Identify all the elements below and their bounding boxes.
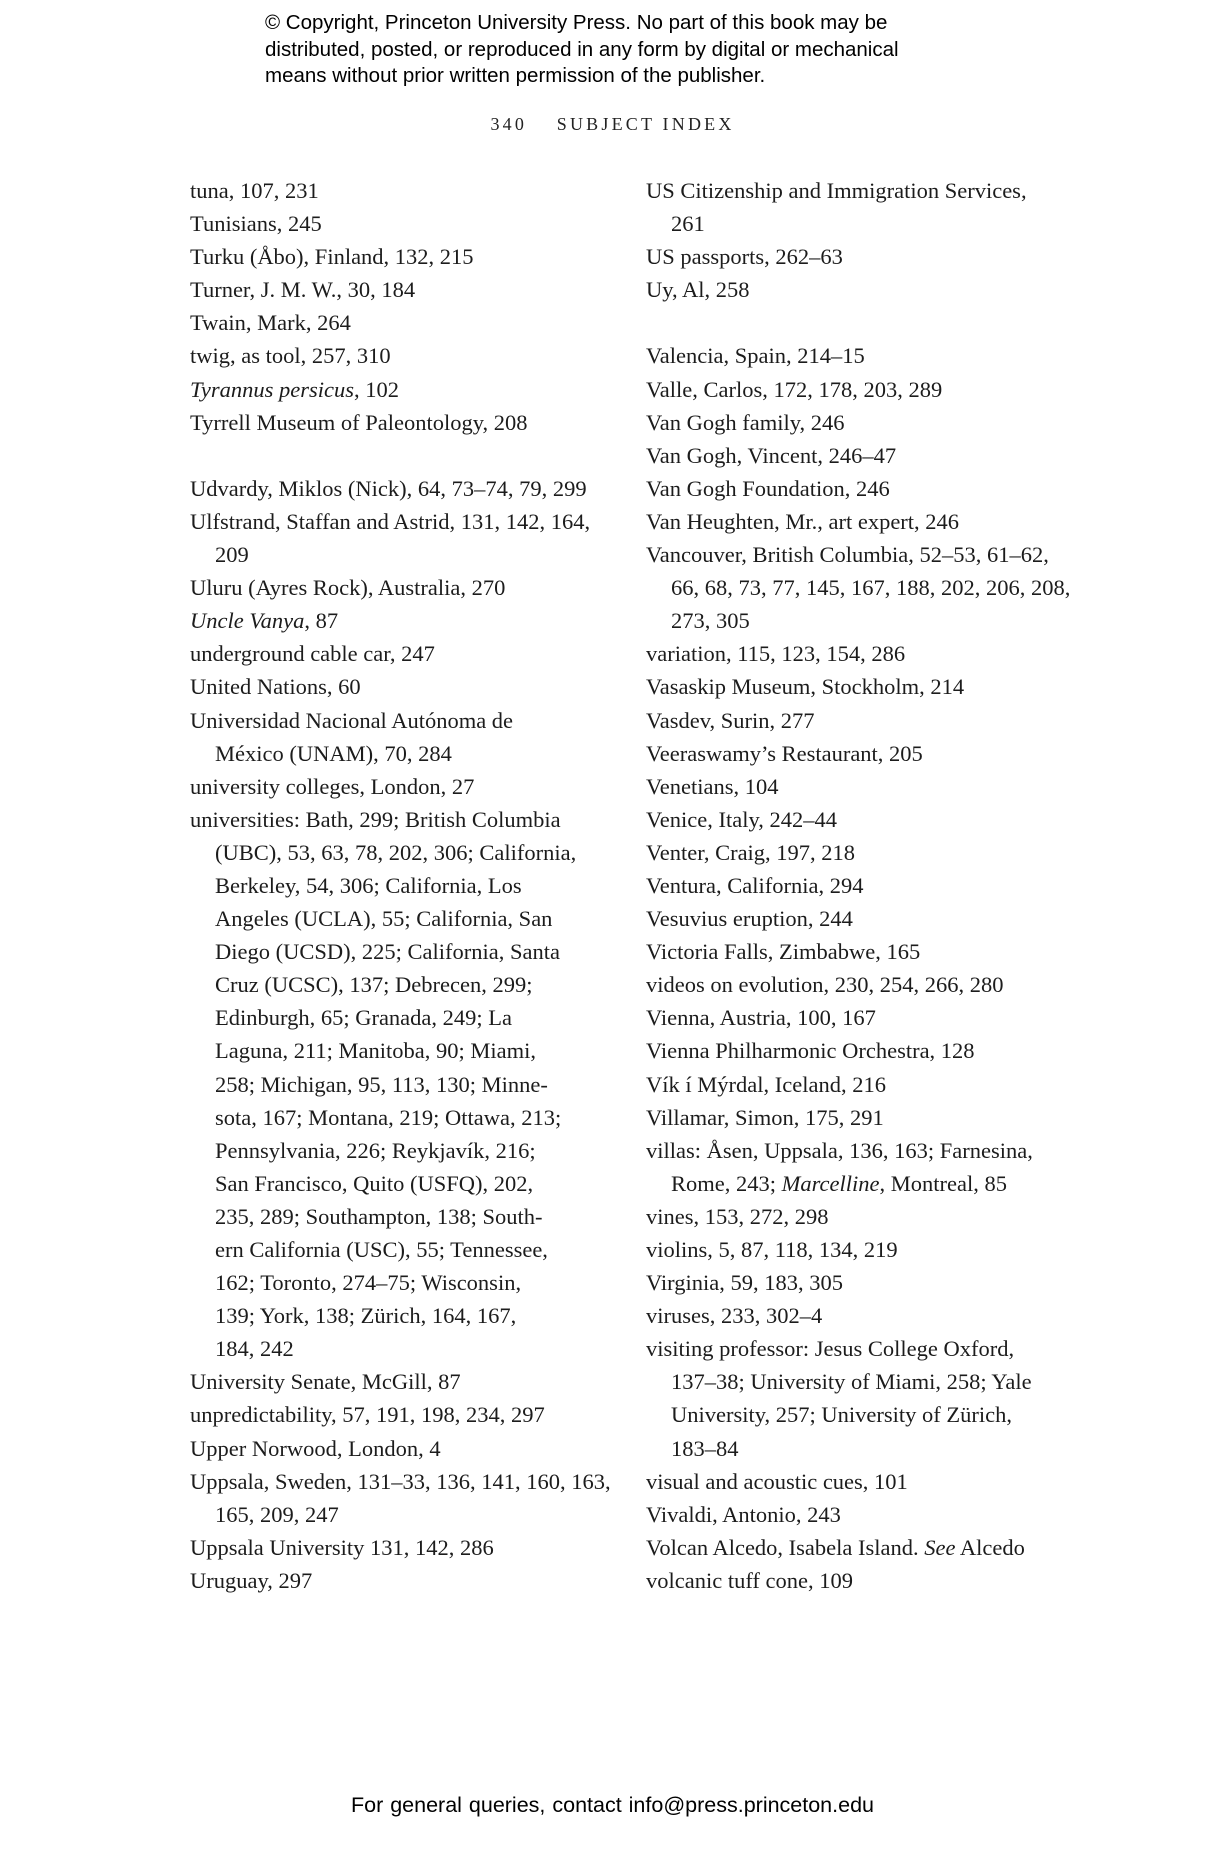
index-entry: Vienna, Austria, 100, 167 — [646, 1005, 876, 1031]
index-entry: Vasaskip Museum, Stockholm, 214 — [646, 674, 965, 700]
page-number: 340 — [490, 114, 528, 134]
index-entry: US passports, 262–63 — [646, 244, 843, 270]
index-entry: videos on evolution, 230, 254, 266, 280 — [646, 972, 1004, 998]
index-entry: Turner, J. M. W., 30, 184 — [190, 277, 416, 303]
index-entry: United Nations, 60 — [190, 674, 361, 700]
index-entry: tuna, 107, 231 — [190, 178, 319, 203]
index-entry: Van Gogh, Vincent, 246–47 — [646, 442, 897, 468]
index-entry: Victoria Falls, Zimbabwe, 165 — [646, 939, 921, 965]
index-entry: Universidad Nacional Autónoma de México (UNAM), 70, 284 — [190, 707, 514, 766]
index-entry: Vesuvius eruption, 244 — [646, 906, 853, 932]
index-entry: visual and acoustic cues, 101 — [646, 1468, 908, 1494]
index-entry: twig, as tool, 257, 310 — [190, 343, 391, 369]
index-entry: Venice, Italy, 242–44 — [646, 806, 837, 832]
index-entry: Tyrrell Museum of Paleontology, 208 — [190, 409, 528, 435]
index-entry: Volcan Alcedo, Isabela Island. See Alcedo — [646, 1534, 1025, 1560]
index-column-right — [646, 174, 1071, 1597]
index-entry: Uppsala University 131, 142, 286 — [190, 1534, 494, 1560]
index-entry: Van Gogh Foundation, 246 — [646, 475, 890, 501]
index-entry: viruses, 233, 302–4 — [646, 1303, 823, 1329]
copyright-notice — [265, 10, 1025, 90]
index-entry: Vivaldi, Antonio, 243 — [646, 1501, 841, 1527]
index-entry: Van Gogh family, 246 — [646, 409, 845, 435]
index-entry: US Citizenship and Immigration Services, 261 — [646, 178, 1027, 237]
running-head — [0, 114, 1225, 135]
copyright-line: means without prior written permission of the publisher. — [265, 64, 766, 87]
index-entry: volcanic tuff cone, 109 — [646, 1567, 854, 1593]
letter-group-gap — [190, 439, 600, 472]
index-entry: Valencia, Spain, 214–15 — [646, 343, 865, 369]
index-entry: Ulfstrand, Staffan and Astrid, 131, 142, 164, 209 — [190, 508, 591, 568]
index-entry: Upper Norwood, London, 4 — [190, 1435, 441, 1461]
index-entry: Uncle Vanya, 87 — [190, 608, 339, 634]
index-entry: Tunisians, 245 — [190, 211, 322, 237]
index-entry: Virginia, 59, 183, 305 — [646, 1270, 843, 1296]
index-entry: Ventura, California, 294 — [646, 872, 864, 898]
index-entry: university colleges, London, 27 — [190, 773, 475, 799]
index-column-left — [190, 174, 611, 1597]
index-entry: variation, 115, 123, 154, 286 — [646, 641, 906, 667]
index-entry: Twain, Mark, 264 — [190, 310, 351, 336]
index-entry: visiting professor: Jesus College Oxford, 137–38; University of Miami, 258; Yale University, 257; University of Zürich, 183–84 — [646, 1336, 1032, 1461]
copyright-line: © Copyright, Princeton University Press. No part of this book may be — [265, 11, 888, 34]
index-entry: Vancouver, British Columbia, 52–53, 61–62, 66, 68, 73, 77, 145, 167, 188, 202, 206, 208, 273, 305 — [646, 542, 1071, 634]
index-entry: Venetians, 104 — [646, 773, 779, 799]
letter-group-gap — [646, 306, 1066, 339]
index-entry: Veeraswamy’s Restaurant, 205 — [646, 740, 923, 766]
index-entry: Valle, Carlos, 172, 178, 203, 289 — [646, 376, 943, 402]
index-entry: Vasdev, Surin, 277 — [646, 707, 815, 733]
index-entry: Udvardy, Miklos (Nick), 64, 73–74, 79, 299 — [190, 475, 587, 501]
index-entry: Van Heughten, Mr., art expert, 246 — [646, 508, 960, 534]
index-entry: Tyrannus persicus, 102 — [190, 376, 399, 402]
index-entry: Uppsala, Sweden, 131–33, 136, 141, 160, 163, 165, 209, 247 — [190, 1468, 611, 1527]
index-entry: University Senate, McGill, 87 — [190, 1369, 461, 1395]
index-entry: unpredictability, 57, 191, 198, 234, 297 — [190, 1402, 545, 1428]
index-entry: Vienna Philharmonic Orchestra, 128 — [646, 1038, 975, 1064]
footer-contact: For general queries, contact info@press.princeton.edu — [350, 1793, 874, 1817]
index-entry: villas: Åsen, Uppsala, 136, 163; Farnesina, Rome, 243; Marcelline, Montreal, 85 — [646, 1137, 1033, 1196]
index-entry: Turku (Åbo), Finland, 132, 215 — [190, 244, 474, 270]
index-entry: vines, 153, 272, 298 — [646, 1203, 829, 1229]
section-title: SUBJECT INDEX — [556, 114, 735, 134]
index-entry: Villamar, Simon, 175, 291 — [646, 1104, 884, 1130]
index-entry: Venter, Craig, 197, 218 — [646, 839, 856, 865]
index-entry: violins, 5, 87, 118, 134, 219 — [646, 1237, 898, 1262]
index-entry: underground cable car, 247 — [190, 641, 435, 667]
index-entry: Uruguay, 297 — [190, 1567, 313, 1593]
index-entry: Uluru (Ayres Rock), Australia, 270 — [190, 575, 506, 601]
index-entry: Vík í Mýrdal, Iceland, 216 — [646, 1071, 886, 1097]
index-entry: universities: Bath, 299; British Columbia (UBC), 53, 63, 78, 202, 306; California, Berkeley, 54, 306; California, Los Angeles (UCLA), 55; California, San Diego (UCSD), 225; California, Santa Cruz (UCSC), 137; Debrecen, 299; Edinburgh, 65; Granada, 249; La Laguna, 211; Manitoba, 90; Miami, 258; Michigan, 95, 113, 130; Minne- sota, 167; Montana, 219; Ottawa, 213; Pennsylvania, 226; Reykjavík, 216; San Francisco, Quito (USFQ), 202, 235, 289; Southampton, 138; South- ern California (USC), 55; Tennessee, 162; Toronto, 274–75; Wisconsin, 139; York, 138; Zürich, 164, 167, 184, 242 — [190, 806, 577, 1362]
index-entry: Uy, Al, 258 — [646, 277, 750, 303]
copyright-line: distributed, posted, or reproduced in any form by digital or mechanical — [265, 37, 899, 61]
